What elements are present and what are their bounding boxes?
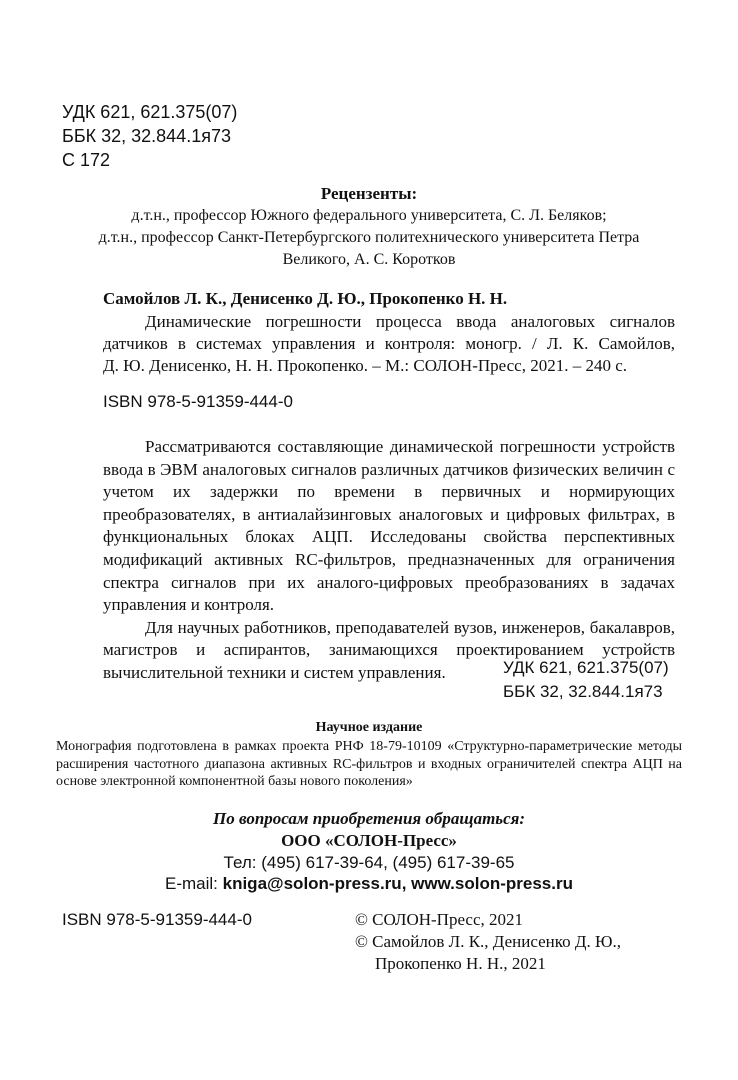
abstract [103,436,675,685]
udc-right-block [503,656,669,704]
udk-code: УДК 621, 621.375(07) [62,102,238,122]
footer-isbn: ISBN 978-5-91359-444-0 [62,910,252,929]
bib-isbn: ISBN 978-5-91359-444-0 [103,392,293,411]
reviewers-title: Рецензенты: [320,184,418,203]
copyright-publisher: © СОЛОН-Пресс, 2021 [355,910,524,929]
bbk-code-right: ББК 32, 32.844.1я73 [503,682,663,701]
bib-authors: Самойлов Л. К., Денисенко Д. Ю., Прокопенко Н. Н. [103,289,508,308]
bib-line-2: датчиков в системах управления и контроля: моногр. / Л. К. Самойлов, [103,334,675,353]
purchase-heading: По вопросам приобретения обращаться: [212,809,526,828]
reviewer-line-1: д.т.н., профессор Южного федерального университета, С. Л. Беляков; [131,207,607,224]
abstract-paragraph-2: Для научных работников, преподавателей вузов, инженеров, бакалавров, магистров и аспирантов, занимающихся проектированием устройств вычислительной техники и систем управления. [103,617,675,682]
email-label: E-mail: [165,874,223,893]
publisher-name: ООО «СОЛОН-Пресс» [281,831,457,850]
scientific-edition-title: Научное издание [315,720,423,735]
udk-code-right: УДК 621, 621.375(07) [503,658,669,677]
bib-line-3: Д. Ю. Денисенко, Н. Н. Прокопенко. – М.: СОЛОН-Пресс, 2021. – 240 с. [103,356,628,375]
udc-block [62,100,237,172]
reviewer-line-3: Великого, А. С. Коротков [282,251,456,268]
copyright-authors: © Самойлов Л. К., Денисенко Д. Ю., [355,932,621,951]
copyright-authors-cont: Прокопенко Н. Н., 2021 [375,954,546,973]
email-link[interactable]: kniga@solon-press.ru [222,874,402,893]
bib-line-1: Динамические погрешности процесса ввода аналоговых сигналов [145,312,675,331]
funding-note: Монография подготовлена в рамках проекта РНФ 18-79-10109 «Структурно-параметрические методы расширения частотного диапазона активных RC-фильтров и входных ограничителей спектра АЦП на основе электронной компонентной базы нового поколения» [56,739,682,789]
abstract-paragraph-1: Рассматриваются составляющие динамической погрешности устройств ввода в ЭВМ аналоговых сигналов различных датчиков физических величин с учетом их задержки по времени в первичных и нормирующих преобразователях, в антиалайзинговых аналоговых и цифровых фильтрах, в функциональных блоках АЦП. Исследованы свойства перспективных модификаций активных RC-фильтров, предназначенных для ограничения спектра сигналов при их аналого-цифровых преобразованиях в задачах управления и контроля. [103,437,675,615]
publisher-phone: Тел: (495) 617-39-64, (495) 617-39-65 [223,853,515,872]
contact-separator: , [401,874,412,893]
website-link[interactable]: www.solon-press.ru [411,874,573,893]
bbk-code: ББК 32, 32.844.1я73 [62,126,231,146]
author-mark: С 172 [62,150,111,170]
reviewer-line-2: д.т.н., профессор Санкт-Петербургского политехнического университета Петра [98,229,640,246]
publisher-contacts [0,874,738,894]
